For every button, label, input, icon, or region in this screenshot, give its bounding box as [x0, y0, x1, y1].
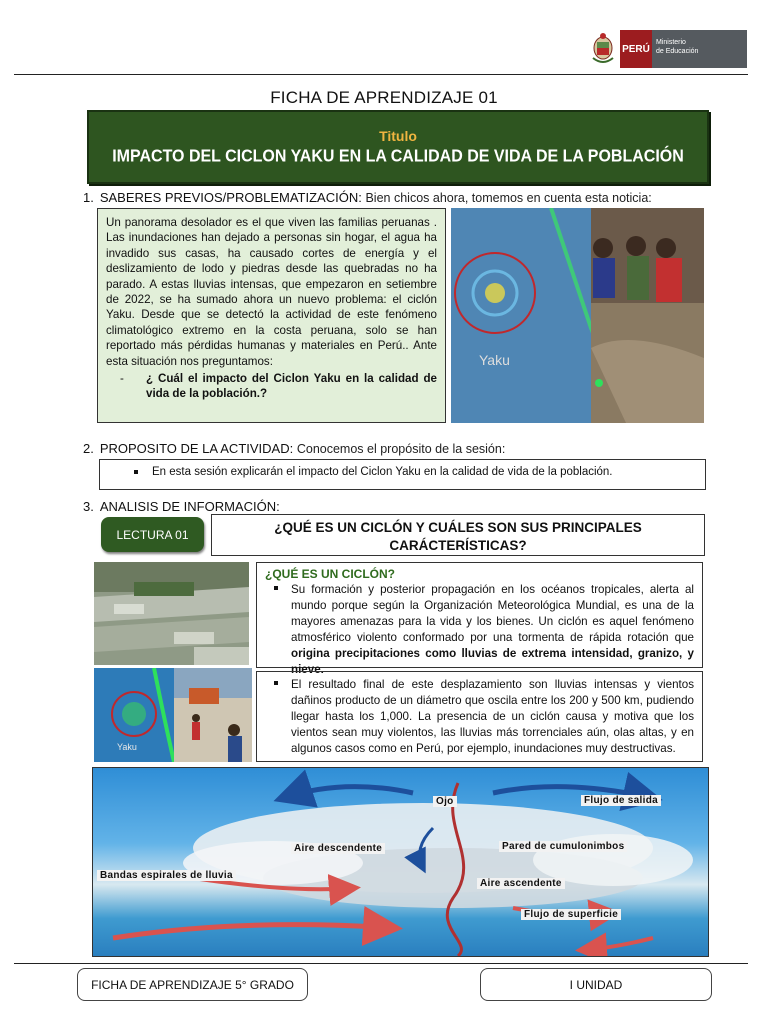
effects-box: [256, 671, 703, 762]
header-divider: [14, 74, 748, 75]
section-3-number: 3.: [83, 499, 94, 514]
section-1-label: SABERES PREVIOS/PROBLEMATIZACIÓN:: [99, 190, 362, 205]
banner-kicker: Titulo: [379, 128, 417, 144]
satellite-illustration: [451, 208, 704, 423]
logo-ministry: [652, 30, 747, 68]
reading-question-title: ¿QUÉ ES UN CICLÓN Y CUÁLES SON SUS PRINCIPALES CARÁCTERÍSTICAS?: [211, 514, 705, 556]
section-2-number: 2.: [83, 441, 94, 456]
label-ojo: Ojo: [433, 796, 457, 807]
purpose-text: En esta sesión explicarán el impacto del Ciclon Yaku en la calidad de vida de la población.: [152, 466, 613, 478]
label-flujo-salida: Flujo de salida: [581, 795, 661, 806]
cyclone-street-label: Yaku: [117, 742, 137, 752]
purpose-box: [99, 459, 706, 490]
guiding-question: [106, 371, 437, 402]
section-2-heading: [83, 441, 505, 456]
section-2-note: Conocemos el propósito de la sesión:: [296, 442, 506, 456]
definition-text: Su formación y posterior propagación en los océanos tropicales, alerta al mundo porque según la Organización Meteorológica Mundial, es una de la mayores amenazas para la vida y los bienes. Un ciclón es aquel fenómeno atmosférico violento conformado por una tormenta de rápida rotación que: [291, 583, 694, 644]
label-aire-descendente: Aire descendente: [291, 843, 385, 854]
label-flujo-superficie: Flujo de superficie: [521, 909, 621, 920]
satellite-flood-image: [451, 208, 704, 423]
section-1-note: Bien chicos ahora, tomemos en cuenta esta noticia:: [365, 191, 652, 205]
satellite-label: Yaku: [479, 352, 510, 368]
bullet-icon: [274, 586, 278, 590]
flood-aerial-image: [94, 562, 249, 665]
section-2-label: PROPOSITO DE LA ACTIVIDAD:: [99, 441, 294, 456]
coat-of-arms-icon: [590, 30, 616, 68]
logo-country: PERÚ: [620, 30, 652, 68]
definition-box: [256, 562, 703, 676]
question-text: ¿ Cuál el impacto del Ciclon Yaku en la calidad de vida de la población.?: [146, 372, 437, 401]
label-bandas-espirales: Bandas espirales de lluvia: [97, 870, 236, 881]
effects-item: [265, 677, 694, 757]
footer-divider: [14, 963, 748, 964]
bullet-icon: [274, 681, 278, 685]
effects-text: El resultado final de este desplazamiento son lluvias intensas y vientos dañinos producto de un diámetro que oscila entre los 200 y 500 km, pudiendo llegar hasta los 1,000. La presencia de un ciclón causa y motiva que los vientos sean muy violentos, las lluvias más torrenciales aún, olas altas, y en algunos casos como en Perú, por ejemplo, inundaciones muy destructivas.: [291, 678, 694, 755]
section-1-heading: [83, 190, 652, 205]
logo-ministry-line1: Ministerio: [656, 39, 686, 46]
footer-left: FICHA DE APRENDIZAJE 5° GRADO: [77, 968, 308, 1001]
flood-aerial-illustration: [94, 562, 249, 665]
document-title: FICHA DE APRENDIZAJE 01: [270, 88, 498, 107]
definition-heading: ¿QUÉ ES UN CICLÓN?: [265, 567, 396, 581]
lectura-button[interactable]: LECTURA 01: [101, 517, 204, 552]
footer-right: I UNIDAD: [480, 968, 712, 1001]
section-3-label: ANALISIS DE INFORMACIÓN:: [99, 499, 280, 514]
minedu-logo: [590, 30, 747, 68]
cyclone-structure-diagram: [92, 767, 709, 957]
definition-bold-text: origina precipitaciones como lluvias de extrema intensidad, granizo, y nieve.: [291, 647, 694, 676]
bullet-icon: [134, 470, 138, 474]
section-1-number: 1.: [83, 190, 94, 205]
label-pared-cumulonimbos: Pared de cumulonimbos: [499, 841, 627, 852]
title-banner: [87, 110, 709, 184]
news-box: [97, 208, 446, 423]
banner-title: IMPACTO DEL CICLON YAKU EN LA CALIDAD DE VIDA DE LA POBLACIÓN: [112, 147, 684, 166]
label-aire-ascendente: Aire ascendente: [477, 878, 565, 889]
definition-item: [265, 582, 694, 678]
logo-ministry-line2: de Educación: [656, 48, 699, 55]
question-marker: -: [120, 372, 124, 386]
cyclone-street-image: [94, 668, 252, 762]
news-text: Un panorama desolador es el que viven las familias peruanas . Las inundaciones han dejado a personas sin hogar, el agua ha invadido sus casas, ha causado cortes de energía y el deslizamiento de lodo y piedras desde las quebradas no ha parado. A estas lluvias intensas, que empezaron en setiembre de 2022, se ha sumado ahora un nuevo problema: el ciclón Yaku. Desde que se detectó la actividad de este fenómeno climatológico extremo en la costa peruana, solo se han reportado más pérdidas humanas y materiales en Perú.. Ante esta situación nos preguntamos:: [106, 216, 437, 368]
section-3-heading: [83, 499, 280, 514]
